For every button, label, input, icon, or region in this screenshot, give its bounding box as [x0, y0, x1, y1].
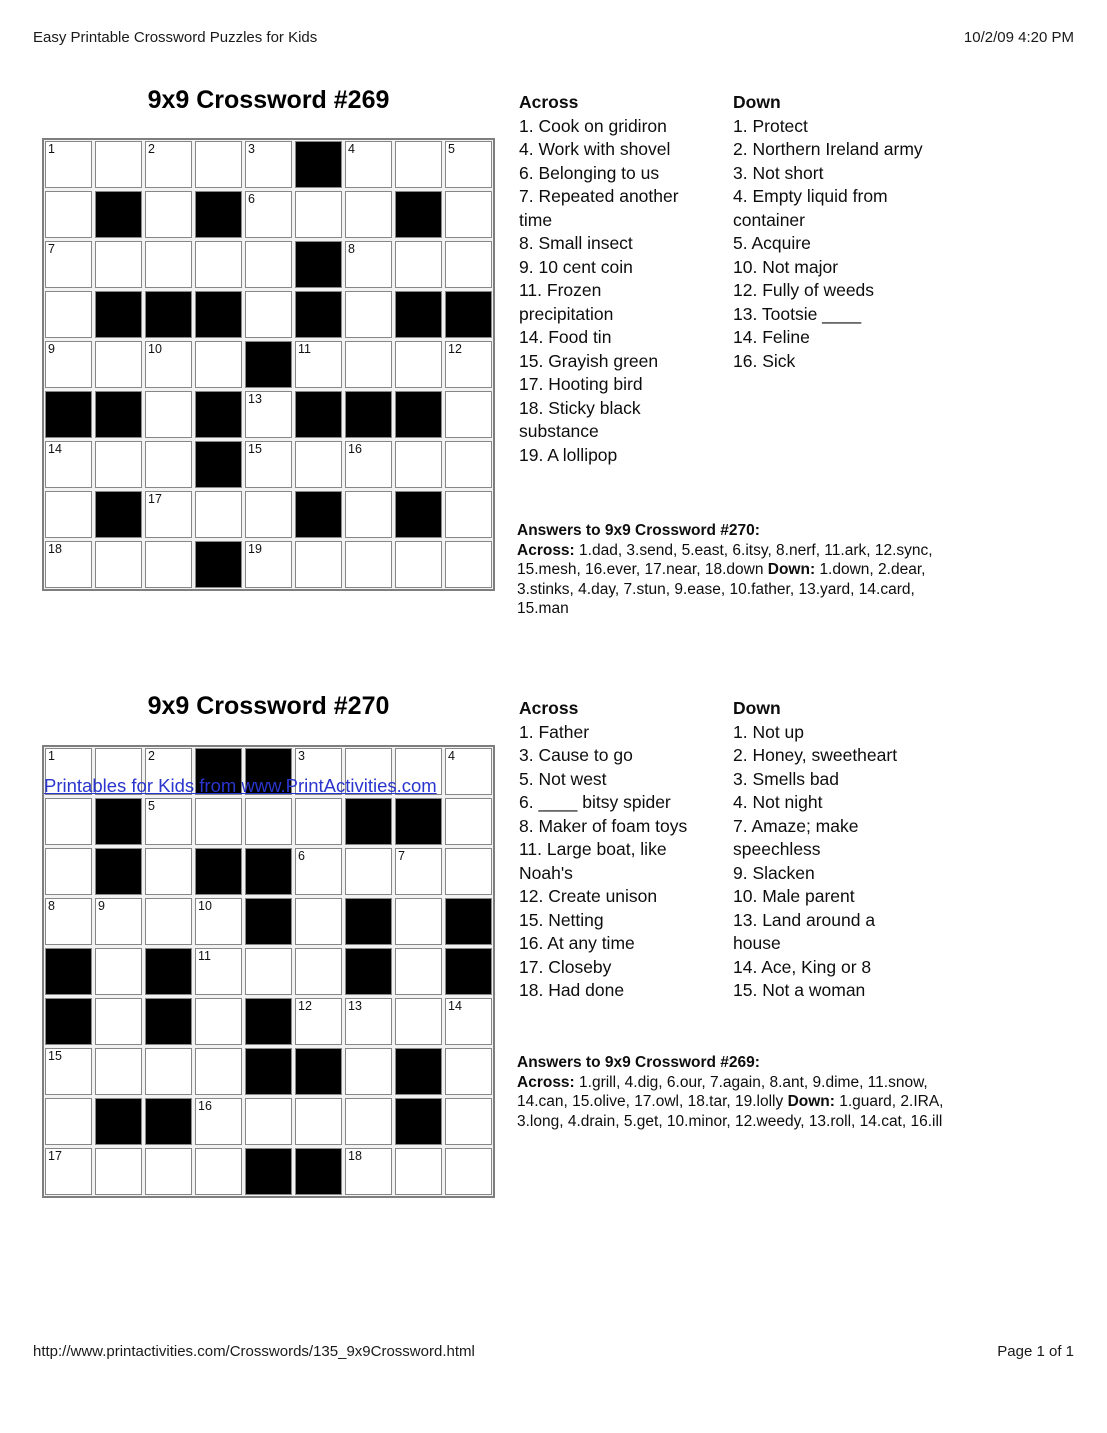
black-cell [195, 391, 242, 438]
across-clues-column [519, 91, 697, 467]
grid-cell [195, 491, 242, 538]
grid-cell [45, 491, 92, 538]
grid-cell [445, 191, 492, 238]
black-cell [145, 998, 192, 1045]
grid-cell [245, 391, 292, 438]
grid-cell [45, 1098, 92, 1145]
clue-item: 5. Acquire [733, 233, 811, 253]
cell-number: 9 [48, 342, 55, 356]
clue-item: 8. Maker of foam toys [519, 815, 688, 836]
grid-cell [95, 541, 142, 588]
cell-number: 2 [148, 142, 155, 156]
black-cell [45, 391, 92, 438]
grid-cell [245, 291, 292, 338]
black-cell [345, 948, 392, 995]
page-number: Page 1 of 1 [997, 1343, 1074, 1360]
grid-cell [445, 441, 492, 488]
cell-number: 19 [248, 542, 262, 556]
black-cell [245, 1048, 292, 1095]
print-datetime: 10/2/09 4:20 PM [963, 29, 1074, 46]
clue-item: 15. Not a woman [733, 980, 866, 1000]
grid-cell [295, 1098, 342, 1145]
answers-across-values: 1.dad, 3.send, 5.east, 6.itsy, 8.nerf, 11.ark, 12.sync, 15.mesh, 16.ever, 17.near, 18.down [517, 541, 933, 578]
grid-cell [145, 848, 192, 895]
grid-cell [145, 391, 192, 438]
grid-cell [345, 191, 392, 238]
black-cell [345, 391, 392, 438]
answers-down-label: Down: [787, 1093, 835, 1110]
black-cell [195, 191, 242, 238]
grid-cell [95, 948, 142, 995]
grid-cell [145, 141, 192, 188]
grid-cell [295, 541, 342, 588]
grid-cell [195, 341, 242, 388]
black-cell [145, 291, 192, 338]
grid-cell [145, 491, 192, 538]
grid-cell [95, 998, 142, 1045]
clues-270 [519, 697, 924, 1003]
cell-number: 6 [298, 849, 305, 863]
grid-cell [395, 441, 442, 488]
grid-cell [445, 748, 492, 795]
grid-cell [45, 898, 92, 945]
black-cell [95, 391, 142, 438]
grid-cell [195, 241, 242, 288]
across-header: Across [519, 698, 579, 718]
black-cell [295, 391, 342, 438]
across-header: Across [519, 92, 579, 112]
clue-item: 3. Smells bad [733, 768, 840, 789]
clue-item: 17. Closeby [519, 956, 612, 977]
print-header [33, 29, 1074, 46]
black-cell [445, 898, 492, 945]
grid-cell [45, 191, 92, 238]
grid-cell [95, 1148, 142, 1195]
black-cell [95, 798, 142, 845]
grid-cell [345, 1148, 392, 1195]
grid-cell [445, 141, 492, 188]
clue-item: 7. Amaze; make speechless [733, 815, 859, 859]
grid-cell [145, 191, 192, 238]
clue-item: 11. Frozen precipitation [519, 280, 614, 324]
clue-item: 17. Hooting bird [519, 374, 643, 394]
cell-number: 17 [48, 1149, 62, 1163]
grid-cell [445, 1048, 492, 1095]
cell-number: 10 [148, 342, 162, 356]
black-cell [295, 291, 342, 338]
clue-item: 1. Cook on gridiron [519, 115, 667, 136]
grid-cell [295, 798, 342, 845]
black-cell [395, 391, 442, 438]
printactivities-watermark-link[interactable]: Printables for Kids from www.PrintActivities.com [44, 775, 437, 796]
clue-item: 6. ____ bitsy spider [519, 792, 671, 812]
black-cell [345, 798, 392, 845]
grid-cell [445, 798, 492, 845]
clue-item: 9. Slacken [733, 862, 815, 883]
cell-number: 16 [198, 1099, 212, 1113]
cell-number: 3 [298, 749, 305, 763]
cell-number: 1 [48, 749, 55, 763]
down-clue-list [733, 115, 924, 374]
grid-cell [445, 998, 492, 1045]
grid-cell [445, 391, 492, 438]
grid-cell [395, 848, 442, 895]
black-cell [95, 291, 142, 338]
crossword-grid-269 [42, 138, 495, 591]
grid-cell [345, 848, 392, 895]
clue-item: 1. Not up [733, 721, 805, 742]
cell-number: 16 [348, 442, 362, 456]
clue-item: 4. Not night [733, 792, 823, 812]
grid-cell [395, 948, 442, 995]
black-cell [395, 291, 442, 338]
black-cell [145, 1098, 192, 1145]
clue-item: 3. Not short [733, 162, 824, 183]
clue-item: 12. Fully of weeds [733, 280, 875, 300]
document-title: Easy Printable Crossword Puzzles for Kids [33, 29, 318, 46]
grid-cell [445, 241, 492, 288]
grid-cell [95, 1048, 142, 1095]
cell-number: 11 [298, 342, 311, 356]
grid-cell [95, 898, 142, 945]
cell-number: 8 [48, 899, 55, 913]
black-cell [295, 1148, 342, 1195]
clue-item: 1. Father [519, 721, 590, 742]
grid-cell [445, 848, 492, 895]
black-cell [295, 491, 342, 538]
down-clues-column [733, 697, 924, 1003]
grid-cell [395, 241, 442, 288]
print-footer [33, 1343, 1074, 1360]
grid-cell [45, 1148, 92, 1195]
clue-item: 9. 10 cent coin [519, 256, 633, 277]
clue-item: 16. At any time [519, 933, 635, 953]
clue-item: 15. Netting [519, 909, 604, 930]
cell-number: 4 [348, 142, 355, 156]
grid-cell [245, 441, 292, 488]
grid-cell [295, 441, 342, 488]
answers-down-values: 1.down, 2.dear, 3.stinks, 4.day, 7.stun, 9.ease, 10.father, 13.yard, 14.card, 15.man [517, 561, 926, 617]
black-cell [345, 898, 392, 945]
black-cell [145, 948, 192, 995]
grid-cell [195, 798, 242, 845]
black-cell [195, 441, 242, 488]
grid-cell [345, 441, 392, 488]
cell-number: 12 [298, 999, 312, 1013]
grid-cell [445, 491, 492, 538]
grid-cell [245, 541, 292, 588]
clue-item: 8. Small insect [519, 233, 633, 253]
grid-cell [195, 1148, 242, 1195]
answers-down-label: Down: [767, 561, 816, 578]
grid-cell [195, 898, 242, 945]
black-cell [395, 1098, 442, 1145]
black-cell [395, 798, 442, 845]
clues-269 [519, 91, 924, 467]
grid-cell [45, 441, 92, 488]
grid-cell [145, 1148, 192, 1195]
clue-item: 10. Not major [733, 256, 839, 277]
grid-cell [445, 1098, 492, 1145]
black-cell [95, 191, 142, 238]
grid-cell [345, 1098, 392, 1145]
grid-cell [145, 541, 192, 588]
cell-number: 5 [448, 142, 455, 156]
cell-number: 14 [48, 442, 62, 456]
grid-cell [245, 948, 292, 995]
grid-cell [95, 241, 142, 288]
grid-cell [395, 898, 442, 945]
cell-number: 6 [248, 192, 255, 206]
grid-cell [245, 798, 292, 845]
answers-across-values: 1.grill, 4.dig, 6.our, 7.again, 8.ant, 9.dime, 11.snow, 14.can, 15.olive, 17.owl, 18.tar, 19.lolly [517, 1073, 928, 1110]
grid-cell [195, 948, 242, 995]
clue-item: 11. Large boat, like Noah's [519, 839, 667, 883]
black-cell [195, 541, 242, 588]
grid-cell [245, 191, 292, 238]
across-clue-list [519, 721, 697, 1003]
clue-item: 1. Protect [733, 115, 808, 136]
clue-item: 14. Feline [733, 327, 810, 347]
cell-number: 11 [198, 949, 211, 963]
black-cell [395, 491, 442, 538]
grid-cell [295, 948, 342, 995]
clue-item: 14. Ace, King or 8 [733, 956, 872, 977]
black-cell [45, 948, 92, 995]
grid-cell [245, 1098, 292, 1145]
clue-item: 2. Honey, sweetheart [733, 745, 898, 765]
clue-item: 3. Cause to go [519, 745, 633, 765]
cell-number: 5 [148, 799, 155, 813]
clue-item: 18. Had done [519, 980, 625, 1000]
across-clues-column [519, 697, 697, 1003]
black-cell [295, 1048, 342, 1095]
cell-number: 14 [448, 999, 462, 1013]
source-url: http://www.printactivities.com/Crosswords/135_9x9Crossword.html [33, 1343, 475, 1360]
grid-cell [295, 898, 342, 945]
grid-cell [295, 191, 342, 238]
grid-cell [295, 998, 342, 1045]
black-cell [445, 291, 492, 338]
cell-number: 9 [98, 899, 105, 913]
grid-cell [345, 1048, 392, 1095]
grid-cell [345, 241, 392, 288]
answers-block-269 [517, 1053, 969, 1131]
down-header: Down [733, 92, 781, 112]
clue-item: 19. A lollipop [519, 444, 618, 465]
grid-cell [95, 141, 142, 188]
cell-number: 13 [248, 392, 262, 406]
puzzle-title-270: 9x9 Crossword #270 [147, 692, 390, 720]
grid-cell [395, 998, 442, 1045]
black-cell [295, 241, 342, 288]
cell-number: 18 [348, 1149, 362, 1163]
answers-text [517, 541, 969, 619]
clue-item: 6. Belonging to us [519, 162, 660, 183]
grid-cell [45, 541, 92, 588]
crossword-grid-270 [42, 745, 495, 1198]
grid-cell [45, 798, 92, 845]
cell-number: 10 [198, 899, 212, 913]
grid-cell [45, 141, 92, 188]
clue-item: 18. Sticky black substance [519, 397, 641, 441]
black-cell [95, 848, 142, 895]
clue-item: 13. Land around a house [733, 909, 876, 953]
black-cell [245, 998, 292, 1045]
answers-title: Answers to 9x9 Crossword #270: [517, 522, 760, 539]
grid-cell [245, 491, 292, 538]
clue-item: 2. Northern Ireland army [733, 139, 923, 159]
cell-number: 15 [248, 442, 262, 456]
grid-cell [45, 848, 92, 895]
grid-cell [295, 341, 342, 388]
grid-cell [45, 1048, 92, 1095]
black-cell [245, 1148, 292, 1195]
grid-cell [45, 241, 92, 288]
cell-number: 4 [448, 749, 455, 763]
cell-number: 7 [398, 849, 405, 863]
answers-across-label: Across: [517, 1073, 575, 1091]
grid-cell [195, 998, 242, 1045]
grid-cell [395, 1148, 442, 1195]
across-clue-list [519, 115, 697, 468]
cell-number: 3 [248, 142, 255, 156]
clue-item: 4. Empty liquid from container [733, 186, 888, 230]
black-cell [45, 998, 92, 1045]
grid-cell [45, 291, 92, 338]
grid-cell [445, 541, 492, 588]
answers-text [517, 1073, 969, 1132]
grid-cell [195, 1048, 242, 1095]
grid-cell [145, 441, 192, 488]
clue-item: 12. Create unison [519, 886, 658, 906]
clue-item: 15. Grayish green [519, 350, 659, 371]
clue-item: 4. Work with shovel [519, 139, 671, 159]
grid-cell [245, 141, 292, 188]
grid-cell [395, 141, 442, 188]
grid-cell [345, 541, 392, 588]
answers-across-label: Across: [517, 541, 575, 559]
puzzle-title-269: 9x9 Crossword #269 [147, 86, 390, 114]
black-cell [395, 1048, 442, 1095]
grid-cell [395, 341, 442, 388]
clue-item: 10. Male parent [733, 886, 855, 906]
cell-number: 15 [48, 1049, 62, 1063]
down-clues-column [733, 91, 924, 373]
grid-cell [45, 341, 92, 388]
down-clue-list [733, 721, 924, 1003]
cell-number: 18 [48, 542, 62, 556]
clue-item: 14. Food tin [519, 327, 612, 347]
down-header: Down [733, 698, 781, 718]
black-cell [245, 341, 292, 388]
grid-cell [145, 241, 192, 288]
answers-title: Answers to 9x9 Crossword #269: [517, 1054, 760, 1071]
grid-cell [145, 798, 192, 845]
grid-cell [445, 341, 492, 388]
grid-cell [245, 241, 292, 288]
cell-number: 1 [48, 142, 55, 156]
grid-cell [345, 998, 392, 1045]
grid-cell [445, 1148, 492, 1195]
black-cell [95, 1098, 142, 1145]
black-cell [245, 848, 292, 895]
grid-cell [95, 341, 142, 388]
cell-number: 12 [448, 342, 462, 356]
grid-cell [345, 291, 392, 338]
black-cell [245, 898, 292, 945]
grid-cell [95, 441, 142, 488]
answers-down-values: 1.guard, 2.IRA, 3.long, 4.drain, 5.get, 10.minor, 12.weedy, 13.roll, 14.cat, 16.ill [517, 1093, 944, 1130]
grid-cell [295, 848, 342, 895]
clue-item: 7. Repeated another time [519, 186, 679, 230]
cell-number: 8 [348, 242, 355, 256]
grid-cell [395, 541, 442, 588]
answers-block-270 [517, 521, 969, 619]
cell-number: 13 [348, 999, 362, 1013]
clue-item: 13. Tootsie ____ [733, 303, 862, 324]
grid-cell [145, 341, 192, 388]
cell-number: 7 [48, 242, 55, 256]
grid-cell [345, 491, 392, 538]
grid-cell [145, 898, 192, 945]
black-cell [195, 848, 242, 895]
black-cell [95, 491, 142, 538]
black-cell [445, 948, 492, 995]
grid-cell [345, 141, 392, 188]
cell-number: 17 [148, 492, 162, 506]
grid-cell [195, 1098, 242, 1145]
grid-cell [145, 1048, 192, 1095]
grid-cell [195, 141, 242, 188]
black-cell [295, 141, 342, 188]
cell-number: 2 [148, 749, 155, 763]
clue-item: 5. Not west [519, 768, 607, 789]
black-cell [195, 291, 242, 338]
clue-item: 16. Sick [733, 350, 796, 371]
black-cell [395, 191, 442, 238]
grid-cell [345, 341, 392, 388]
